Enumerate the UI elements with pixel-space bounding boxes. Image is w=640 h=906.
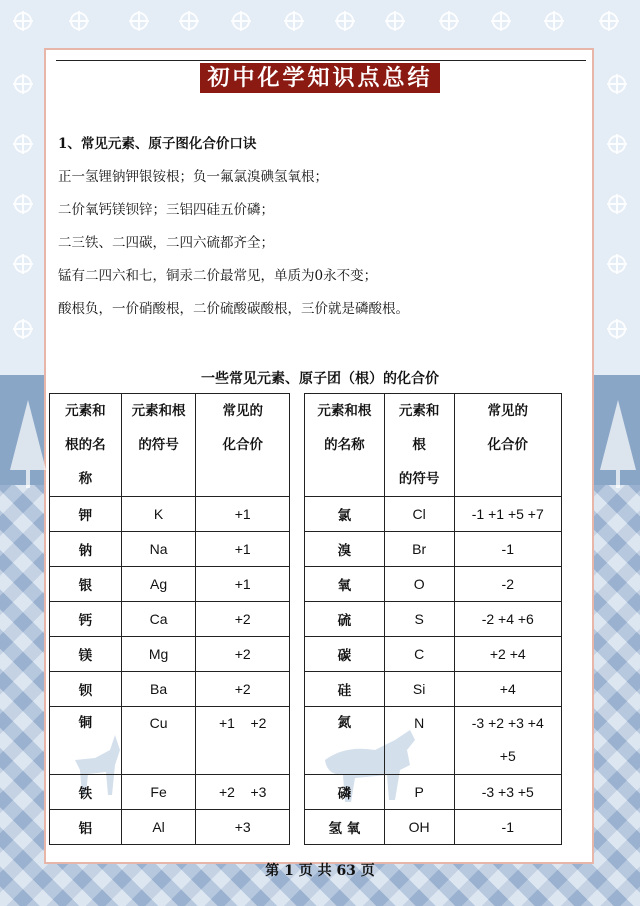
table-row [305, 497, 562, 532]
element-valence: +2 [196, 637, 290, 672]
snowflake-icon [232, 12, 250, 30]
snowflake-icon [492, 12, 510, 30]
element-symbol: Ca [121, 602, 196, 637]
table-row [50, 672, 290, 707]
header-valence: 常见的 化合价 [454, 394, 561, 497]
table-row [305, 637, 562, 672]
element-valence: +3 [196, 810, 290, 845]
element-name: 硅 [305, 672, 385, 707]
table-header-row [50, 394, 290, 497]
element-symbol: Fe [121, 775, 196, 810]
table-caption: 一些常见元素、原子团（根）的化合价 [201, 371, 439, 387]
snowflake-icon [70, 12, 88, 30]
element-symbol: N [384, 707, 454, 775]
element-symbol: Ag [121, 567, 196, 602]
snowflake-icon [608, 320, 626, 338]
element-symbol: Cu [121, 707, 196, 775]
element-valence: -3 +3 +5 [454, 775, 561, 810]
table-row [305, 810, 562, 845]
mnemonic-line: 二三铁、二四碳，二四六硫都齐全； [58, 235, 274, 251]
snowflake-icon [14, 135, 32, 153]
snowflake-icon [440, 12, 458, 30]
snowflake-icon [130, 12, 148, 30]
snowflake-icon [608, 135, 626, 153]
header-name: 元素和 根的名 称 [50, 394, 122, 497]
element-symbol: Cl [384, 497, 454, 532]
element-name: 钡 [50, 672, 122, 707]
table-row [50, 497, 290, 532]
element-valence: +4 [454, 672, 561, 707]
element-symbol: Br [384, 532, 454, 567]
element-valence: +1 [196, 567, 290, 602]
page-number: 第 1 页 共 63 页 [265, 863, 375, 879]
snowflake-icon [600, 12, 618, 30]
element-valence: -1 [454, 810, 561, 845]
element-symbol: Al [121, 810, 196, 845]
mnemonic-line: 锰有二四六和七，铜汞二价最常见，单质为0永不变； [58, 268, 378, 284]
table-row [50, 567, 290, 602]
header-symbol: 元素和 根 的符号 [384, 394, 454, 497]
element-name: 银 [50, 567, 122, 602]
snowflake-icon [14, 195, 32, 213]
snowflake-icon [336, 12, 354, 30]
element-name: 氯 [305, 497, 385, 532]
table-row [305, 775, 562, 810]
element-valence: +2 +3 [196, 775, 290, 810]
table-row [50, 637, 290, 672]
snowflake-icon [14, 75, 32, 93]
element-symbol: S [384, 602, 454, 637]
element-valence: +1 [196, 532, 290, 567]
element-valence: -1 [454, 532, 561, 567]
element-name: 铝 [50, 810, 122, 845]
snowflake-icon [14, 255, 32, 273]
element-name: 氮 [305, 707, 385, 775]
mnemonic-line: 酸根负，一价硝酸根，二价硫酸碳酸根，三价就是磷酸根。 [58, 301, 409, 317]
element-name: 氢 氧 [305, 810, 385, 845]
element-name: 钾 [50, 497, 122, 532]
tree-icon [8, 400, 48, 490]
section-heading: 1、常见元素、原子图化合价口诀 [58, 136, 257, 152]
element-name: 溴 [305, 532, 385, 567]
element-symbol: Mg [121, 637, 196, 672]
table-row [50, 602, 290, 637]
header-valence: 常见的 化合价 [196, 394, 290, 497]
element-name: 磷 [305, 775, 385, 810]
valence-line: -3 +2 +3 +4 [471, 715, 544, 731]
mnemonic-line: 二价氧钙镁钡锌；三铝四硅五价磷； [58, 202, 274, 218]
element-name: 铁 [50, 775, 122, 810]
snowflake-icon [14, 320, 32, 338]
element-symbol: Na [121, 532, 196, 567]
page-title: 初中化学知识点总结 [200, 63, 440, 93]
element-symbol: C [384, 637, 454, 672]
table-row [305, 672, 562, 707]
element-name: 硫 [305, 602, 385, 637]
element-symbol: P [384, 775, 454, 810]
table-row [50, 810, 290, 845]
element-symbol: Si [384, 672, 454, 707]
element-name: 铜 [50, 707, 122, 775]
element-name: 钙 [50, 602, 122, 637]
header-rule [56, 60, 586, 61]
element-valence: +2 [196, 672, 290, 707]
snowflake-icon [608, 255, 626, 273]
element-valence: -2 [454, 567, 561, 602]
table-header-row [305, 394, 562, 497]
element-symbol: K [121, 497, 196, 532]
valence-line: +5 [499, 748, 516, 764]
element-name: 钠 [50, 532, 122, 567]
element-name: 镁 [50, 637, 122, 672]
mnemonic-section [58, 128, 578, 326]
element-valence [454, 707, 561, 775]
element-valence: +2 [196, 602, 290, 637]
mnemonic-line: 正一氢锂钠钾银铵根；负一氟氯溴碘氢氧根； [58, 169, 328, 185]
table-row [305, 567, 562, 602]
element-symbol: Ba [121, 672, 196, 707]
element-valence: +2 +4 [454, 637, 561, 672]
table-row [50, 775, 290, 810]
valence-table-right [304, 393, 562, 845]
element-name: 碳 [305, 637, 385, 672]
snowflake-icon [14, 12, 32, 30]
table-row [50, 532, 290, 567]
snowflake-icon [545, 12, 563, 30]
snowflake-icon [608, 75, 626, 93]
element-symbol: OH [384, 810, 454, 845]
valence-table-left [49, 393, 290, 845]
snowflake-icon [180, 12, 198, 30]
table-row [305, 707, 562, 775]
element-symbol: O [384, 567, 454, 602]
snowflake-icon [285, 12, 303, 30]
table-row [50, 707, 290, 775]
tree-icon [598, 400, 638, 490]
snowflake-icon [608, 195, 626, 213]
element-valence: +1 [196, 497, 290, 532]
element-valence: -1 +1 +5 +7 [454, 497, 561, 532]
header-symbol: 元素和根 的符号 [121, 394, 196, 497]
element-name: 氧 [305, 567, 385, 602]
element-valence: -2 +4 +6 [454, 602, 561, 637]
table-row [305, 602, 562, 637]
element-valence: +1 +2 [196, 707, 290, 775]
snowflake-icon [386, 12, 404, 30]
header-name: 元素和根 的名称 [305, 394, 385, 497]
table-row [305, 532, 562, 567]
